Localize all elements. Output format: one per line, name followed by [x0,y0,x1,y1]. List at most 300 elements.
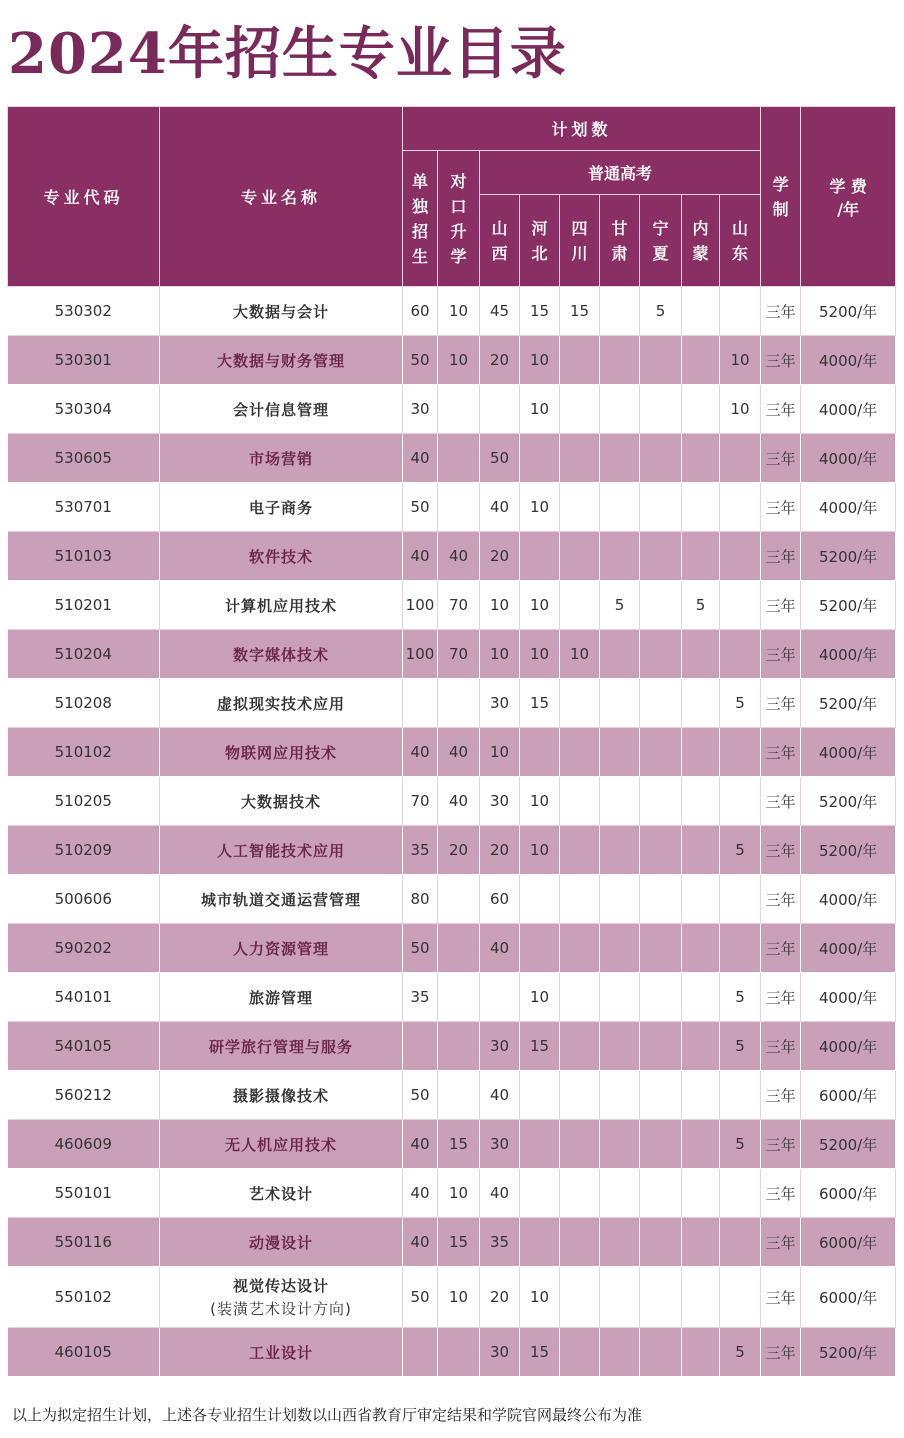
header-gaokao: 普通高考 [480,151,761,195]
major-name-subtitle: (装潢艺术设计方向) [210,1300,352,1318]
tuition-fee: 5200/年 [801,287,896,336]
duration: 三年 [761,728,801,777]
major-code: 540101 [8,973,160,1022]
plan-shanxi: 40 [480,1071,520,1120]
duration: 三年 [761,875,801,924]
duration: 三年 [761,483,801,532]
counterpart-enroll [438,1022,480,1071]
duration: 三年 [761,1022,801,1071]
plan-shanxi: 20 [480,1267,520,1328]
tuition-fee: 5200/年 [801,1328,896,1377]
plan-neimeng [682,1120,720,1169]
duration: 三年 [761,1328,801,1377]
plan-gansu [600,875,640,924]
plan-shanxi: 20 [480,532,520,581]
table-row [8,1120,896,1169]
table-row [8,581,896,630]
plan-shanxi [480,973,520,1022]
plan-shanxi: 10 [480,581,520,630]
plan-gansu [600,630,640,679]
table-row [8,532,896,581]
plan-gansu [600,1169,640,1218]
plan-sichuan [560,1218,600,1267]
major-name-text: 物联网应用技术 [224,743,337,762]
plan-sichuan [560,1120,600,1169]
major-name [160,875,403,924]
plan-hebei [520,728,560,777]
table-row [8,630,896,679]
plan-neimeng [682,1071,720,1120]
major-code: 510205 [8,777,160,826]
single-enroll: 35 [403,973,438,1022]
plan-gansu [600,1022,640,1071]
major-code: 540105 [8,1022,160,1071]
plan-ningxia [640,728,682,777]
plan-gansu [600,1120,640,1169]
duration: 三年 [761,385,801,434]
plan-shanxi: 45 [480,287,520,336]
plan-gansu [600,826,640,875]
header-duration: 学 制 [761,107,801,287]
plan-sichuan [560,581,600,630]
plan-ningxia [640,532,682,581]
major-name [160,1169,403,1218]
major-name-text: 计算机应用技术 [224,596,337,615]
plan-ningxia [640,1022,682,1071]
plan-hebei [520,875,560,924]
plan-hebei: 10 [520,630,560,679]
plan-shandong [720,630,761,679]
single-enroll [403,1022,438,1071]
duration: 三年 [761,581,801,630]
plan-neimeng [682,1169,720,1218]
plan-shandong: 5 [720,826,761,875]
duration: 三年 [761,1169,801,1218]
major-code: 530701 [8,483,160,532]
table-row [8,1267,896,1328]
plan-shanxi: 30 [480,1328,520,1377]
plan-hebei [520,1169,560,1218]
plan-neimeng [682,385,720,434]
major-code: 530302 [8,287,160,336]
plan-sichuan [560,1022,600,1071]
plan-hebei: 10 [520,483,560,532]
major-name [160,826,403,875]
header-code: 专业代码 [8,107,160,287]
major-name [160,1120,403,1169]
duration: 三年 [761,826,801,875]
plan-shanxi: 40 [480,1169,520,1218]
major-name [160,434,403,483]
plan-ningxia [640,434,682,483]
duration: 三年 [761,1120,801,1169]
plan-shandong [720,434,761,483]
single-enroll: 70 [403,777,438,826]
plan-gansu [600,336,640,385]
tuition-fee: 4000/年 [801,728,896,777]
plan-sichuan [560,385,600,434]
counterpart-enroll [438,973,480,1022]
plan-gansu [600,287,640,336]
plan-neimeng [682,1218,720,1267]
table-body [8,287,896,1377]
table-row [8,924,896,973]
plan-shandong: 5 [720,1022,761,1071]
tuition-fee: 4000/年 [801,385,896,434]
tuition-fee: 4000/年 [801,924,896,973]
counterpart-enroll [438,875,480,924]
header-province-sd: 山 东 [720,195,761,287]
tuition-fee: 5200/年 [801,826,896,875]
plan-shanxi: 40 [480,924,520,973]
duration: 三年 [761,777,801,826]
tuition-fee: 6000/年 [801,1169,896,1218]
footnote: 以上为拟定招生计划，上述各专业招生计划数以山西省教育厅审定结果和学院官网最终公布为准 [12,1406,643,1424]
major-name-text: 大数据与会计 [232,302,329,321]
plan-ningxia [640,875,682,924]
plan-shanxi: 30 [480,1120,520,1169]
counterpart-enroll: 10 [438,1169,480,1218]
major-name [160,1071,403,1120]
major-name-text: 摄影摄像技术 [232,1086,329,1105]
single-enroll: 40 [403,434,438,483]
counterpart-enroll: 40 [438,777,480,826]
table-row [8,1328,896,1377]
single-enroll: 50 [403,924,438,973]
plan-neimeng [682,1022,720,1071]
major-name-text: 动漫设计 [248,1233,313,1252]
plan-sichuan [560,924,600,973]
plan-hebei: 10 [520,336,560,385]
counterpart-enroll [438,679,480,728]
plan-shandong [720,532,761,581]
major-name-text: 大数据与财务管理 [216,351,345,370]
major-name-text: 大数据技术 [240,792,321,811]
major-name-text: 工业设计 [248,1343,313,1362]
plan-ningxia [640,924,682,973]
table-row [8,777,896,826]
plan-gansu [600,1328,640,1377]
single-enroll [403,679,438,728]
major-name [160,1022,403,1071]
counterpart-enroll: 40 [438,728,480,777]
major-name-text: 人力资源管理 [232,939,329,958]
major-code: 460105 [8,1328,160,1377]
major-name [160,1218,403,1267]
major-name [160,287,403,336]
plan-sichuan [560,434,600,483]
major-name [160,924,403,973]
counterpart-enroll [438,924,480,973]
tuition-fee: 5200/年 [801,777,896,826]
plan-neimeng [682,973,720,1022]
plan-hebei: 10 [520,581,560,630]
plan-sichuan: 15 [560,287,600,336]
tuition-fee: 5200/年 [801,679,896,728]
plan-shandong [720,581,761,630]
counterpart-enroll [438,434,480,483]
plan-ningxia [640,973,682,1022]
plan-hebei: 15 [520,1328,560,1377]
single-enroll: 50 [403,483,438,532]
plan-gansu [600,973,640,1022]
single-enroll: 80 [403,875,438,924]
single-enroll: 60 [403,287,438,336]
major-name [160,630,403,679]
plan-hebei [520,434,560,483]
plan-neimeng: 5 [682,581,720,630]
single-enroll: 50 [403,1267,438,1328]
major-name-text: 艺术设计 [248,1184,313,1203]
plan-shandong: 5 [720,679,761,728]
major-code: 550101 [8,1169,160,1218]
major-code: 590202 [8,924,160,973]
table-row [8,826,896,875]
plan-gansu [600,434,640,483]
tuition-fee: 6000/年 [801,1071,896,1120]
table-row [8,1071,896,1120]
table-row [8,679,896,728]
plan-hebei: 10 [520,826,560,875]
major-name [160,1267,403,1328]
major-name-text: 研学旅行管理与服务 [208,1037,353,1056]
counterpart-enroll [438,483,480,532]
major-name [160,777,403,826]
plan-ningxia [640,483,682,532]
plan-shanxi: 35 [480,1218,520,1267]
tuition-fee: 5200/年 [801,1120,896,1169]
major-code: 530304 [8,385,160,434]
counterpart-enroll: 10 [438,1267,480,1328]
major-name [160,728,403,777]
plan-hebei [520,1071,560,1120]
tuition-fee: 6000/年 [801,1218,896,1267]
plan-gansu [600,385,640,434]
plan-ningxia [640,1267,682,1328]
plan-ningxia [640,385,682,434]
plan-neimeng [682,875,720,924]
plan-sichuan [560,483,600,532]
plan-sichuan [560,875,600,924]
major-code: 510201 [8,581,160,630]
plan-shandong: 10 [720,385,761,434]
header-plan: 计划数 [403,107,761,151]
major-name-text: 虚拟现实技术应用 [216,694,345,713]
major-name [160,1328,403,1377]
major-name-text: 电子商务 [248,498,313,517]
tuition-fee: 4000/年 [801,973,896,1022]
single-enroll: 50 [403,1071,438,1120]
plan-sichuan [560,1169,600,1218]
duration: 三年 [761,924,801,973]
page-title: 2024年招生专业目录 [8,21,567,87]
plan-shandong [720,1218,761,1267]
counterpart-enroll: 20 [438,826,480,875]
major-name-text: 城市轨道交通运营管理 [200,890,361,909]
table-row [8,483,896,532]
plan-hebei: 15 [520,287,560,336]
table-row [8,287,896,336]
plan-hebei [520,1120,560,1169]
table-row [8,1218,896,1267]
plan-shandong [720,483,761,532]
plan-hebei [520,924,560,973]
plan-ningxia: 5 [640,287,682,336]
plan-hebei [520,532,560,581]
header-province-sx: 山 西 [480,195,520,287]
major-code: 510204 [8,630,160,679]
plan-gansu [600,1218,640,1267]
tuition-fee: 5200/年 [801,532,896,581]
plan-hebei: 10 [520,385,560,434]
major-code: 550116 [8,1218,160,1267]
enrollment-table [7,106,896,1377]
counterpart-enroll [438,1328,480,1377]
single-enroll: 40 [403,532,438,581]
table-row [8,728,896,777]
plan-shanxi: 50 [480,434,520,483]
single-enroll: 50 [403,336,438,385]
plan-sichuan [560,1267,600,1328]
single-enroll: 40 [403,1120,438,1169]
plan-shanxi: 40 [480,483,520,532]
duration: 三年 [761,336,801,385]
tuition-fee: 5200/年 [801,581,896,630]
header-province-nx: 宁 夏 [640,195,682,287]
header-fee: 学 费 /年 [801,107,896,287]
single-enroll: 40 [403,1218,438,1267]
single-enroll: 30 [403,385,438,434]
plan-gansu [600,1071,640,1120]
tuition-fee: 6000/年 [801,1267,896,1328]
tuition-fee: 4000/年 [801,434,896,483]
single-enroll: 35 [403,826,438,875]
plan-shandong: 10 [720,336,761,385]
plan-ningxia [640,1071,682,1120]
plan-ningxia [640,777,682,826]
table-row [8,973,896,1022]
plan-neimeng [682,777,720,826]
major-name [160,581,403,630]
plan-gansu [600,483,640,532]
plan-sichuan [560,728,600,777]
plan-shanxi: 30 [480,777,520,826]
duration: 三年 [761,287,801,336]
plan-neimeng [682,728,720,777]
plan-gansu [600,777,640,826]
major-code: 560212 [8,1071,160,1120]
tuition-fee: 4000/年 [801,336,896,385]
header-name: 专业名称 [160,107,403,287]
plan-shanxi: 60 [480,875,520,924]
plan-shanxi: 30 [480,679,520,728]
plan-hebei: 10 [520,1267,560,1328]
single-enroll: 40 [403,1169,438,1218]
plan-neimeng [682,924,720,973]
plan-sichuan [560,336,600,385]
plan-ningxia [640,581,682,630]
counterpart-enroll: 70 [438,581,480,630]
major-name-text: 会计信息管理 [232,400,329,419]
major-code: 510103 [8,532,160,581]
major-code: 510208 [8,679,160,728]
plan-neimeng [682,336,720,385]
plan-ningxia [640,630,682,679]
major-code: 530301 [8,336,160,385]
plan-neimeng [682,630,720,679]
plan-shanxi: 20 [480,826,520,875]
plan-ningxia [640,1120,682,1169]
plan-sichuan [560,1071,600,1120]
plan-neimeng [682,1267,720,1328]
plan-hebei: 15 [520,1022,560,1071]
plan-shanxi: 10 [480,728,520,777]
plan-hebei: 10 [520,777,560,826]
duration: 三年 [761,973,801,1022]
major-name [160,336,403,385]
plan-sichuan [560,679,600,728]
major-name-text: 无人机应用技术 [224,1135,337,1154]
tuition-fee: 4000/年 [801,1022,896,1071]
plan-shandong [720,1169,761,1218]
plan-hebei: 10 [520,973,560,1022]
major-name-text: 人工智能技术应用 [216,841,345,860]
major-code: 550102 [8,1267,160,1328]
counterpart-enroll: 15 [438,1120,480,1169]
plan-sichuan [560,1328,600,1377]
major-name [160,532,403,581]
header-province-hb: 河 北 [520,195,560,287]
duration: 三年 [761,679,801,728]
plan-shandong [720,875,761,924]
major-name [160,385,403,434]
plan-sichuan [560,777,600,826]
plan-neimeng [682,287,720,336]
plan-hebei: 15 [520,679,560,728]
single-enroll [403,1328,438,1377]
plan-gansu [600,924,640,973]
major-code: 510209 [8,826,160,875]
single-enroll: 40 [403,728,438,777]
header-counterpart: 对 口 升 学 [438,151,480,287]
plan-shandong [720,728,761,777]
plan-shandong: 5 [720,1120,761,1169]
tuition-fee: 4000/年 [801,630,896,679]
single-enroll: 100 [403,581,438,630]
major-name-text: 旅游管理 [248,988,313,1007]
duration: 三年 [761,1218,801,1267]
plan-shanxi: 20 [480,336,520,385]
table-row [8,1169,896,1218]
plan-shandong [720,924,761,973]
plan-shanxi: 30 [480,1022,520,1071]
plan-neimeng [682,434,720,483]
plan-ningxia [640,679,682,728]
plan-shandong [720,777,761,826]
counterpart-enroll: 10 [438,287,480,336]
plan-gansu [600,532,640,581]
table-row [8,434,896,483]
duration: 三年 [761,1071,801,1120]
single-enroll: 100 [403,630,438,679]
plan-ningxia [640,1169,682,1218]
plan-gansu [600,1267,640,1328]
plan-shandong: 5 [720,1328,761,1377]
duration: 三年 [761,630,801,679]
major-code: 510102 [8,728,160,777]
header-province-sc: 四 川 [560,195,600,287]
plan-gansu [600,679,640,728]
